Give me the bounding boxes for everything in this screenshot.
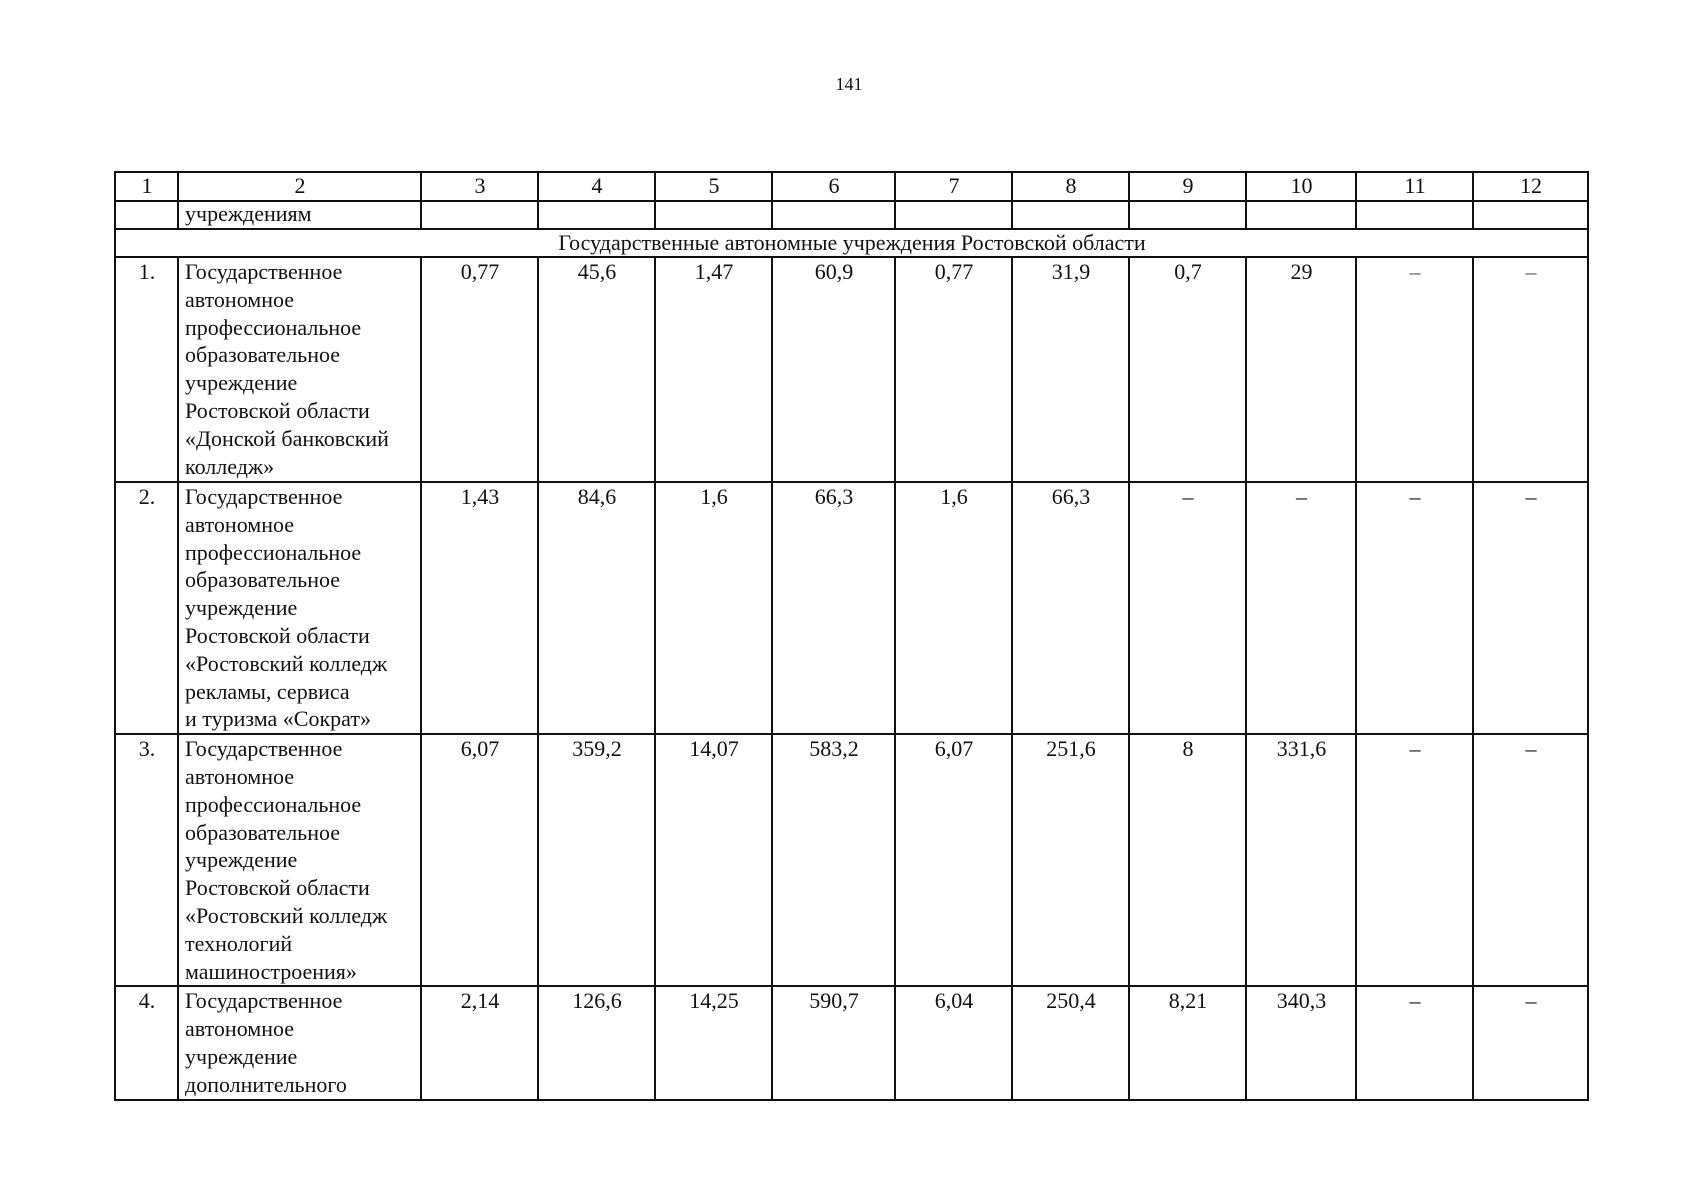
- table-cell: –: [1473, 734, 1588, 986]
- table-row: [115, 482, 1588, 734]
- table-cell: [1356, 201, 1473, 229]
- table-cell: 1,47: [655, 257, 772, 482]
- column-number-row: [115, 172, 1588, 201]
- column-number: 3: [421, 172, 538, 201]
- table-cell: [895, 201, 1012, 229]
- table-cell: 6,04: [895, 986, 1012, 1099]
- table-cell: –: [1473, 482, 1588, 734]
- table-row: [115, 734, 1588, 986]
- section-title: Государственные автономные учреждения Ростовской области: [115, 229, 1588, 257]
- table-cell: –: [1356, 734, 1473, 986]
- row-index: 1.: [115, 257, 178, 482]
- table-cell: 66,3: [1012, 482, 1129, 734]
- table-cell: 250,4: [1012, 986, 1129, 1099]
- row-index: 3.: [115, 734, 178, 986]
- table-cell: [1246, 201, 1356, 229]
- column-number: 7: [895, 172, 1012, 201]
- table-cell: [1012, 201, 1129, 229]
- table-cell: 8: [1129, 734, 1246, 986]
- table-row: [115, 986, 1588, 1099]
- table-cell: 359,2: [538, 734, 655, 986]
- row-index: 2.: [115, 482, 178, 734]
- row-index: 4.: [115, 986, 178, 1099]
- column-number: 11: [1356, 172, 1473, 201]
- table-cell: 126,6: [538, 986, 655, 1099]
- table-cell: –: [1473, 257, 1588, 482]
- column-number: 6: [772, 172, 895, 201]
- table-cell: 0,77: [421, 257, 538, 482]
- table-cell: 340,3: [1246, 986, 1356, 1099]
- table-cell: –: [1356, 482, 1473, 734]
- table-cell: –: [1129, 482, 1246, 734]
- table-cell: [772, 201, 895, 229]
- column-number: 9: [1129, 172, 1246, 201]
- table-cell: 1,43: [421, 482, 538, 734]
- table-cell: 60,9: [772, 257, 895, 482]
- column-number: 8: [1012, 172, 1129, 201]
- column-number: 10: [1246, 172, 1356, 201]
- table-row: [115, 257, 1588, 482]
- table-cell: –: [1356, 257, 1473, 482]
- column-number: 2: [178, 172, 421, 201]
- table-cell: 14,07: [655, 734, 772, 986]
- column-number: 4: [538, 172, 655, 201]
- table-cell: 0,7: [1129, 257, 1246, 482]
- table-cell: 331,6: [1246, 734, 1356, 986]
- data-table: [114, 171, 1589, 1101]
- table-cell: –: [1356, 986, 1473, 1099]
- table-cell: [538, 201, 655, 229]
- row-name: Государственное автономное профессиональное образовательное учреждение Ростовской области «Ростовский колледж рекламы, сервиса и туризма «Сократ»: [178, 482, 421, 734]
- continuation-row: [115, 201, 1588, 229]
- table-cell: 1,6: [895, 482, 1012, 734]
- table-cell: [655, 201, 772, 229]
- table-cell: 251,6: [1012, 734, 1129, 986]
- table-cell: [421, 201, 538, 229]
- row-name: Государственное автономное учреждение дополнительного: [178, 986, 421, 1099]
- table-cell: 31,9: [1012, 257, 1129, 482]
- row-name: Государственное автономное профессиональное образовательное учреждение Ростовской области «Донской банковский колледж»: [178, 257, 421, 482]
- table-cell: 45,6: [538, 257, 655, 482]
- column-number: 5: [655, 172, 772, 201]
- column-number: 12: [1473, 172, 1588, 201]
- table-cell: 583,2: [772, 734, 895, 986]
- table-cell: 6,07: [895, 734, 1012, 986]
- table-cell: 29: [1246, 257, 1356, 482]
- table-cell: 1,6: [655, 482, 772, 734]
- table-cell: 84,6: [538, 482, 655, 734]
- table-cell: 590,7: [772, 986, 895, 1099]
- table-cell: –: [1246, 482, 1356, 734]
- table-cell: [1473, 201, 1588, 229]
- table-cell: 8,21: [1129, 986, 1246, 1099]
- table-cell: 0,77: [895, 257, 1012, 482]
- table-cell: 2,14: [421, 986, 538, 1099]
- section-row: [115, 229, 1588, 257]
- table-cell: 6,07: [421, 734, 538, 986]
- table-cell: [1129, 201, 1246, 229]
- row-index: [115, 201, 178, 229]
- row-name: учреждениям: [178, 201, 421, 229]
- row-name: Государственное автономное профессиональное образовательное учреждение Ростовской области «Ростовский колледж технологий машиностроения»: [178, 734, 421, 986]
- column-number: 1: [115, 172, 178, 201]
- table-cell: 66,3: [772, 482, 895, 734]
- table-cell: 14,25: [655, 986, 772, 1099]
- page-number: 141: [835, 74, 863, 94]
- table-cell: –: [1473, 986, 1588, 1099]
